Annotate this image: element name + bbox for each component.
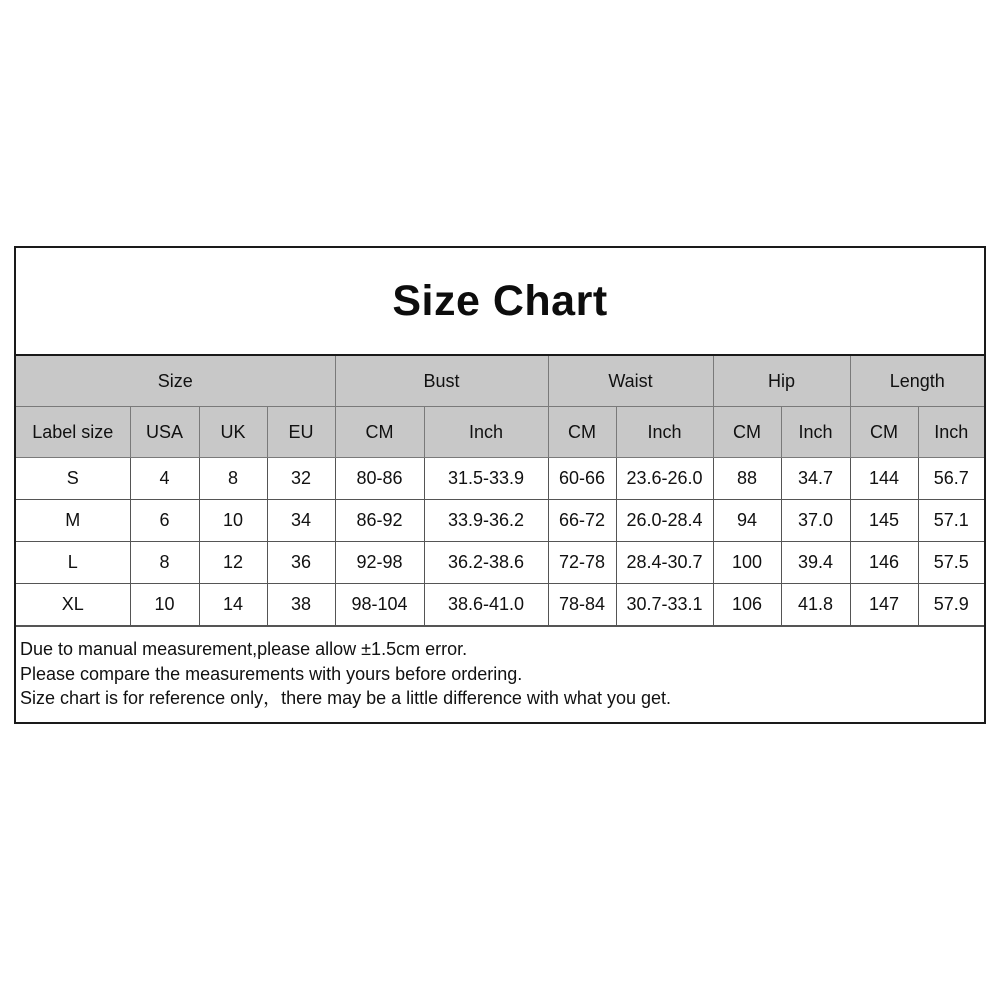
table-cell: 144 — [850, 458, 918, 500]
table-cell: 23.6-26.0 — [616, 458, 713, 500]
unit-header-eu: EU — [267, 407, 335, 458]
group-header-length: Length — [850, 356, 984, 407]
size-table — [16, 356, 984, 626]
table-cell: 100 — [713, 542, 781, 584]
unit-header-label-size: Label size — [16, 407, 130, 458]
table-cell: 12 — [199, 542, 267, 584]
table-cell: L — [16, 542, 130, 584]
table-cell: 4 — [130, 458, 199, 500]
table-cell: 10 — [130, 584, 199, 626]
group-header-size: Size — [16, 356, 335, 407]
table-cell: 38.6-41.0 — [424, 584, 548, 626]
table-cell: 60-66 — [548, 458, 616, 500]
table-cell: 86-92 — [335, 500, 424, 542]
table-cell: 36.2-38.6 — [424, 542, 548, 584]
table-cell: 57.5 — [918, 542, 984, 584]
table-cell: 38 — [267, 584, 335, 626]
table-cell: 30.7-33.1 — [616, 584, 713, 626]
size-chart — [14, 246, 986, 724]
table-cell: 8 — [199, 458, 267, 500]
table-cell: 32 — [267, 458, 335, 500]
table-cell: 14 — [199, 584, 267, 626]
unit-header-usa: USA — [130, 407, 199, 458]
table-cell: 37.0 — [781, 500, 850, 542]
table-row — [16, 542, 984, 584]
table-cell: 31.5-33.9 — [424, 458, 548, 500]
group-header-hip: Hip — [713, 356, 850, 407]
table-cell: 80-86 — [335, 458, 424, 500]
table-cell: M — [16, 500, 130, 542]
table-cell: 6 — [130, 500, 199, 542]
table-cell: 92-98 — [335, 542, 424, 584]
note-compare-measurements: Please compare the measurements with yours before ordering. — [20, 663, 523, 684]
page-title: Size Chart — [392, 276, 608, 325]
table-cell: 98-104 — [335, 584, 424, 626]
table-row — [16, 500, 984, 542]
table-cell: 57.1 — [918, 500, 984, 542]
table-cell: 147 — [850, 584, 918, 626]
table-cell: XL — [16, 584, 130, 626]
table-cell: 34.7 — [781, 458, 850, 500]
table-cell: 57.9 — [918, 584, 984, 626]
table-cell: 26.0-28.4 — [616, 500, 713, 542]
table-cell: 66-72 — [548, 500, 616, 542]
table-cell: 28.4-30.7 — [616, 542, 713, 584]
group-header-waist: Waist — [548, 356, 713, 407]
unit-header-uk: UK — [199, 407, 267, 458]
group-header-row — [16, 356, 984, 407]
table-cell: 36 — [267, 542, 335, 584]
table-row — [16, 458, 984, 500]
group-header-bust: Bust — [335, 356, 548, 407]
table-cell: 78-84 — [548, 584, 616, 626]
table-cell: 56.7 — [918, 458, 984, 500]
table-cell: 94 — [713, 500, 781, 542]
table-cell: 145 — [850, 500, 918, 542]
table-cell: 33.9-36.2 — [424, 500, 548, 542]
unit-header-waist-cm: CM — [548, 407, 616, 458]
table-cell: 72-78 — [548, 542, 616, 584]
table-cell: 106 — [713, 584, 781, 626]
unit-header-row — [16, 407, 984, 458]
unit-header-waist-inch: Inch — [616, 407, 713, 458]
unit-header-hip-cm: CM — [713, 407, 781, 458]
unit-header-bust-inch: Inch — [424, 407, 548, 458]
unit-header-hip-inch: Inch — [781, 407, 850, 458]
table-cell: 39.4 — [781, 542, 850, 584]
table-cell: 8 — [130, 542, 199, 584]
table-cell: S — [16, 458, 130, 500]
table-cell: 34 — [267, 500, 335, 542]
unit-header-length-inch: Inch — [918, 407, 984, 458]
table-row — [16, 584, 984, 626]
unit-header-length-cm: CM — [850, 407, 918, 458]
title-box — [16, 248, 984, 356]
table-cell: 146 — [850, 542, 918, 584]
note-measurement-error: Due to manual measurement,please allow ±1.5cm error. — [20, 639, 468, 659]
table-cell: 41.8 — [781, 584, 850, 626]
notes — [16, 626, 984, 711]
table-cell: 10 — [199, 500, 267, 542]
unit-header-bust-cm: CM — [335, 407, 424, 458]
note-reference-only: Size chart is for reference only，there may be a little difference with what you get. — [20, 688, 671, 708]
table-cell: 88 — [713, 458, 781, 500]
